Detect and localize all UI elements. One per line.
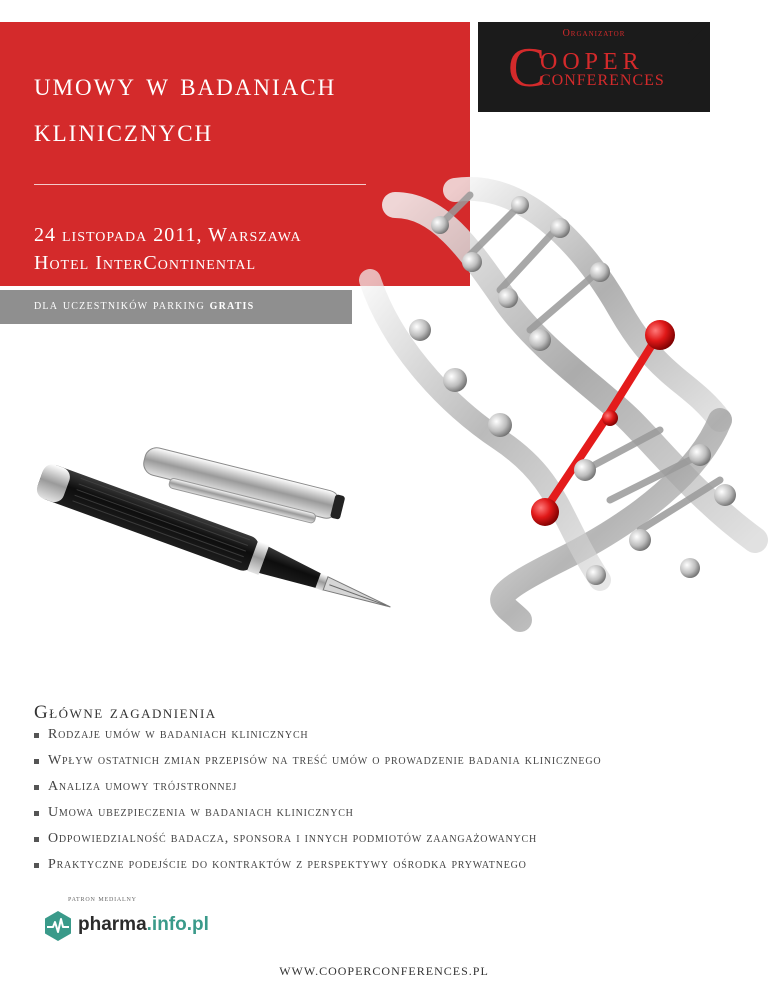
topics-list [34, 726, 724, 882]
list-item: Umowa ubezpieczenia w badaniach klinicznych [34, 804, 724, 821]
event-date: 24 listopada 2011, Warszawa [34, 224, 302, 246]
dna-red-node-bottom [531, 498, 559, 526]
list-item: Praktyczne podejście do kontraktów z perspektywy ośrodka prywatnego [34, 856, 724, 873]
pulse-icon [42, 910, 74, 942]
logo-initial: C [508, 37, 546, 99]
logo-word-cooper: OOPER [540, 49, 644, 75]
list-item: Rodzaje umów w badaniach klinicznych [34, 726, 724, 743]
event-title-line1: umowy w badaniach [34, 67, 337, 103]
patron-name-accent: .info.pl [146, 914, 209, 935]
topics-heading: Główne zagadnienia [34, 702, 217, 723]
event-title-line2: klinicznych [34, 113, 214, 149]
patron-label: patron medialny [68, 894, 137, 903]
event-venue: Hotel InterContinental [34, 252, 257, 274]
patron-name-main: pharma [78, 914, 147, 935]
list-item: Odpowiedzialność badacza, sponsora i innych podmiotów zaangażowanych [34, 830, 724, 847]
fountain-pen-image [34, 445, 397, 623]
dna-helix-image [370, 189, 755, 620]
website-link[interactable]: WWW.COOPERCONFERENCES.PL [279, 964, 489, 978]
patron-name [78, 914, 209, 936]
list-item: Analiza umowy trójstronnej [34, 778, 724, 795]
parking-highlight: gratis [209, 298, 255, 313]
list-item: Wpływ ostatnich zmian przepisów na treść umów o prowadzenie badania klinicznego [34, 752, 724, 769]
logo-word-conferences: CONFERENCES [540, 72, 665, 89]
parking-label: dla uczestników parking [34, 298, 205, 313]
pharma-info-logo[interactable] [42, 910, 209, 944]
dna-red-node-top [645, 320, 675, 350]
organizer-label: Organizator [562, 28, 626, 39]
